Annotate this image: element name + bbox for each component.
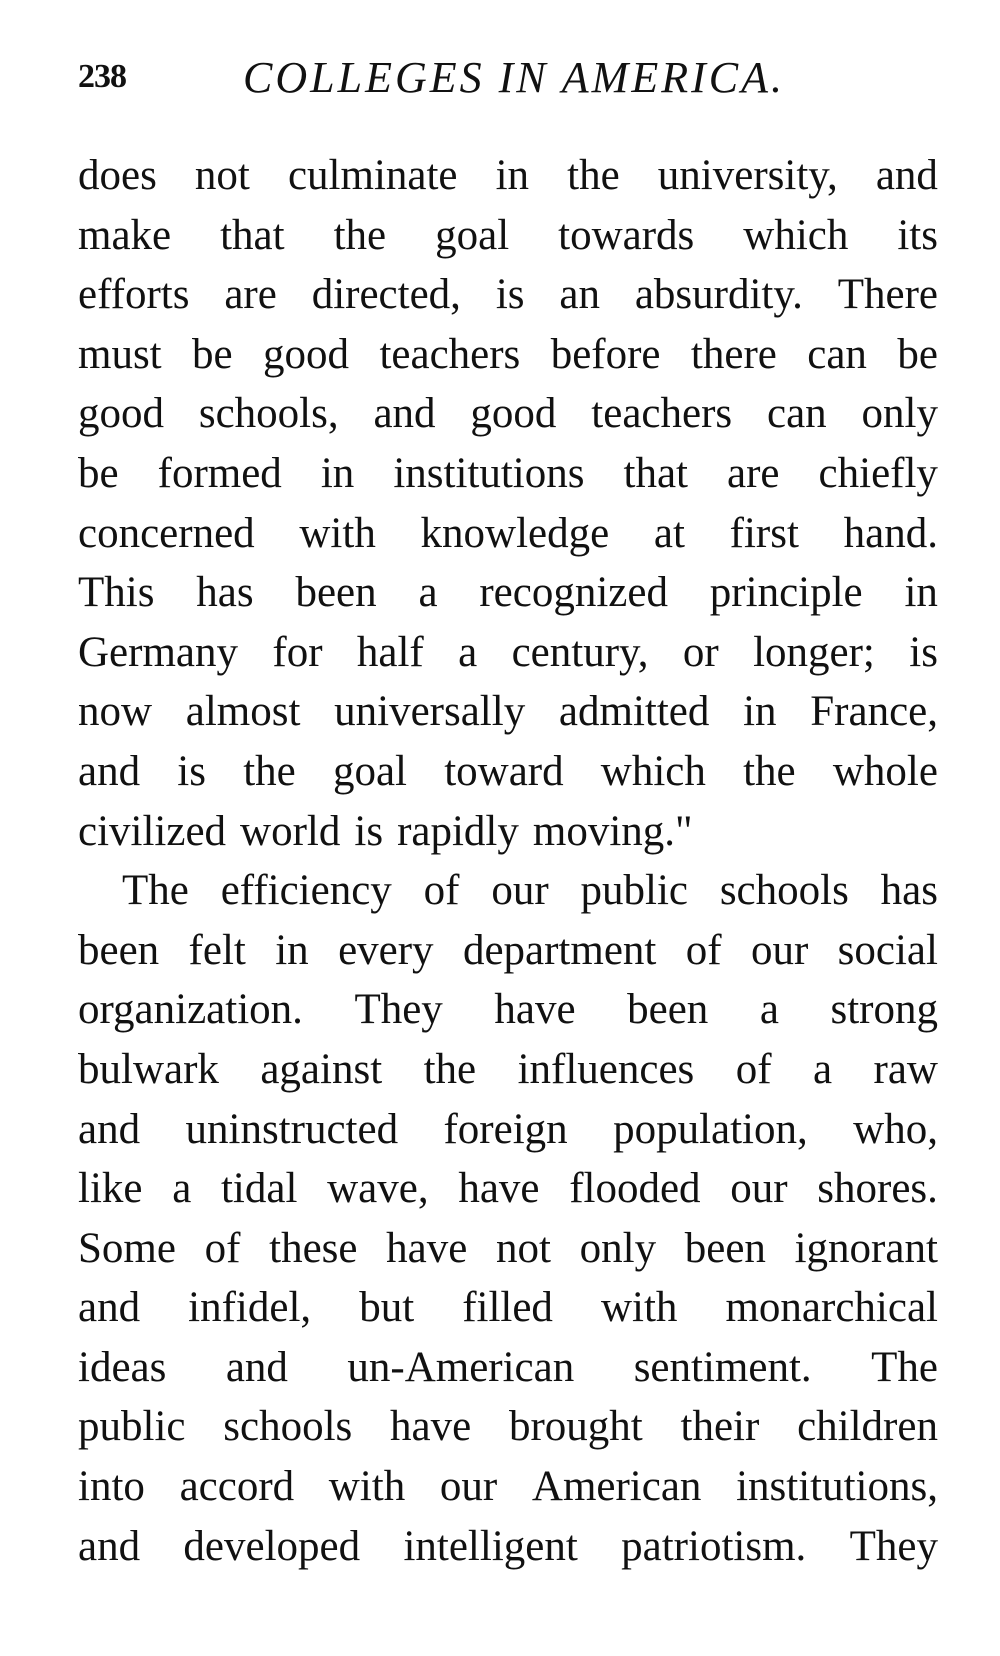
- word: our: [730, 1165, 788, 1213]
- word: toward: [444, 747, 564, 795]
- word: every: [338, 926, 434, 974]
- text-line: [78, 1397, 938, 1457]
- word: teachers: [591, 390, 733, 438]
- word: not: [194, 152, 250, 199]
- text-line: [78, 1457, 938, 1517]
- word: brought: [508, 1403, 643, 1451]
- word: the: [567, 152, 620, 199]
- word: public: [580, 867, 688, 915]
- page-number: 238: [78, 58, 126, 95]
- text-line: [78, 384, 938, 444]
- word: are: [224, 271, 277, 319]
- word: for: [272, 628, 323, 676]
- word: civilized: [78, 807, 227, 855]
- word: the: [743, 747, 796, 795]
- word: Some: [78, 1224, 176, 1272]
- word: bulwark: [78, 1045, 219, 1093]
- word: good: [470, 390, 557, 438]
- word: be: [897, 330, 938, 378]
- word: foreign: [443, 1105, 568, 1153]
- word: have: [458, 1165, 540, 1213]
- word: which: [600, 747, 706, 795]
- word: like: [78, 1165, 143, 1213]
- word: against: [260, 1045, 383, 1093]
- text-line: [78, 682, 938, 742]
- word: and: [78, 1522, 141, 1570]
- text-line: [78, 802, 938, 862]
- text-line: [78, 206, 938, 266]
- word: filled: [462, 1284, 553, 1332]
- word: rapidly: [397, 807, 519, 855]
- page-header: [78, 52, 938, 112]
- word: be: [78, 449, 119, 497]
- word: with: [600, 1284, 678, 1332]
- word: They: [849, 1522, 938, 1570]
- word: and: [78, 747, 141, 795]
- word: monarchical: [725, 1284, 938, 1332]
- word: can: [807, 330, 867, 378]
- word: absurdity.: [634, 271, 803, 319]
- word: directed,: [311, 271, 461, 319]
- word: felt: [188, 926, 246, 974]
- word: flooded: [569, 1165, 701, 1213]
- word: half: [356, 628, 424, 676]
- text-line: [78, 444, 938, 504]
- word: make: [78, 211, 172, 259]
- text-line: [78, 1040, 938, 1100]
- word: in: [904, 569, 938, 617]
- word: goal: [435, 211, 510, 259]
- word: with: [328, 1463, 406, 1511]
- word: infidel,: [188, 1284, 312, 1332]
- text-line: [78, 1278, 938, 1338]
- paragraph: [78, 861, 938, 1576]
- word: uninstructed: [185, 1105, 399, 1153]
- word: knowledge: [420, 509, 610, 557]
- word: our: [439, 1463, 498, 1511]
- word: chiefly: [818, 449, 938, 497]
- word: good: [263, 330, 350, 378]
- word: the: [333, 211, 387, 259]
- word: ideas: [78, 1343, 167, 1391]
- text-line: [78, 921, 938, 981]
- word: the: [243, 747, 296, 795]
- word: institutions,: [736, 1463, 938, 1511]
- word: before: [550, 330, 661, 378]
- word: social: [837, 926, 938, 974]
- word: been: [627, 986, 709, 1034]
- word: France,: [810, 688, 938, 736]
- word: a: [172, 1165, 192, 1213]
- word: of: [685, 926, 722, 974]
- word: our: [491, 867, 549, 915]
- word: culminate: [287, 152, 458, 199]
- word: The: [871, 1343, 938, 1391]
- word: has: [196, 569, 254, 617]
- word: has: [880, 867, 938, 915]
- word: hand.: [843, 509, 938, 557]
- word: only: [861, 390, 938, 438]
- word: strong: [830, 986, 938, 1034]
- word: these: [269, 1224, 358, 1272]
- text-line: [78, 1100, 938, 1160]
- word: have: [494, 986, 576, 1034]
- word: principle: [709, 569, 863, 617]
- word: patriotism.: [621, 1522, 807, 1570]
- word: concerned: [78, 509, 255, 557]
- word: can: [766, 390, 827, 438]
- word: longer;: [753, 628, 875, 676]
- word: have: [386, 1224, 468, 1272]
- word: the: [423, 1045, 477, 1093]
- text-line: [78, 146, 938, 206]
- word: century,: [511, 628, 649, 676]
- word: with: [299, 509, 376, 557]
- word: does: [78, 152, 157, 199]
- word: a: [418, 569, 438, 617]
- word: a: [812, 1045, 833, 1093]
- word: who,: [853, 1105, 938, 1153]
- word: This: [78, 569, 155, 617]
- word: have: [390, 1403, 472, 1451]
- word: which: [743, 211, 849, 259]
- word: efforts: [78, 271, 190, 319]
- word: is: [354, 807, 384, 855]
- word: accord: [179, 1463, 295, 1511]
- word: not: [496, 1224, 551, 1272]
- word: but: [359, 1284, 415, 1332]
- word: raw: [873, 1045, 938, 1093]
- word: first: [729, 509, 799, 557]
- word: teachers: [379, 330, 521, 378]
- word: public: [78, 1403, 186, 1451]
- word: and: [875, 152, 938, 199]
- word: of: [423, 867, 460, 915]
- word: institutions: [393, 449, 585, 497]
- word: universally: [334, 688, 526, 736]
- text-line: [78, 504, 938, 564]
- word: only: [579, 1224, 657, 1272]
- word: been: [295, 569, 377, 617]
- word: a: [759, 986, 779, 1034]
- word: now: [78, 688, 153, 736]
- word: Germany: [78, 628, 238, 676]
- word: wave,: [327, 1165, 429, 1213]
- word: at: [653, 509, 685, 557]
- text-line: [78, 623, 938, 683]
- running-title: COLLEGES IN AMERICA.: [243, 53, 785, 102]
- word: department: [462, 926, 657, 974]
- body-text: [78, 146, 938, 1576]
- word: be: [192, 330, 233, 378]
- word: been: [78, 926, 160, 974]
- text-line: [78, 1219, 938, 1279]
- text-line: [78, 1159, 938, 1219]
- word: developed: [183, 1522, 361, 1570]
- word: towards: [558, 211, 695, 259]
- word: ignorant: [794, 1224, 938, 1272]
- word: un-American: [347, 1343, 575, 1391]
- text-line: [78, 265, 938, 325]
- word: schools: [223, 1403, 353, 1451]
- word: schools: [719, 867, 849, 915]
- text-line: [78, 1517, 938, 1577]
- word: goal: [332, 747, 407, 795]
- word: schools,: [198, 390, 339, 438]
- text-line: [78, 325, 938, 385]
- word: organization.: [78, 986, 303, 1034]
- word: an: [559, 271, 600, 319]
- word: intelligent: [403, 1522, 578, 1570]
- word: our: [750, 926, 809, 974]
- text-line: [78, 563, 938, 623]
- word: population,: [613, 1105, 808, 1153]
- word: in: [275, 926, 309, 974]
- word: university,: [657, 152, 838, 199]
- word: and: [78, 1105, 141, 1153]
- word: in: [320, 449, 355, 497]
- word: their: [680, 1403, 760, 1451]
- word: influences: [517, 1045, 695, 1093]
- word: that: [220, 211, 285, 259]
- text-line: [78, 980, 938, 1040]
- word: almost: [185, 688, 301, 736]
- word: in: [495, 152, 530, 199]
- word: is: [177, 747, 206, 795]
- text-line: [78, 742, 938, 802]
- word: They: [354, 986, 443, 1034]
- word: its: [897, 211, 938, 259]
- word: moving.": [532, 807, 693, 855]
- word: a: [458, 628, 478, 676]
- text-line: [78, 861, 938, 921]
- text-line: [78, 1338, 938, 1398]
- word: and: [225, 1343, 288, 1391]
- word: formed: [157, 449, 282, 497]
- word: world: [240, 807, 341, 855]
- word: must: [78, 330, 162, 378]
- word: recognized: [479, 569, 668, 617]
- word: of: [204, 1224, 241, 1272]
- word: are: [727, 449, 780, 497]
- word: that: [623, 449, 688, 497]
- word: tidal: [220, 1165, 298, 1213]
- word: There: [837, 271, 938, 319]
- word: good: [78, 390, 164, 438]
- word: The: [122, 867, 189, 915]
- word: into: [78, 1463, 145, 1511]
- word: and: [78, 1284, 141, 1332]
- word: of: [735, 1045, 772, 1093]
- word: there: [690, 330, 777, 378]
- word: is: [495, 271, 525, 319]
- word: and: [373, 390, 436, 438]
- word: whole: [832, 747, 938, 795]
- word: American: [531, 1463, 702, 1511]
- word: in: [743, 688, 777, 736]
- word: children: [797, 1403, 938, 1451]
- word: been: [684, 1224, 766, 1272]
- word: or: [682, 628, 719, 676]
- word: admitted: [558, 688, 710, 736]
- word: efficiency: [220, 867, 392, 915]
- word: is: [909, 628, 938, 676]
- word: sentiment.: [633, 1343, 812, 1391]
- word: shores.: [817, 1165, 938, 1213]
- paragraph: [78, 146, 938, 861]
